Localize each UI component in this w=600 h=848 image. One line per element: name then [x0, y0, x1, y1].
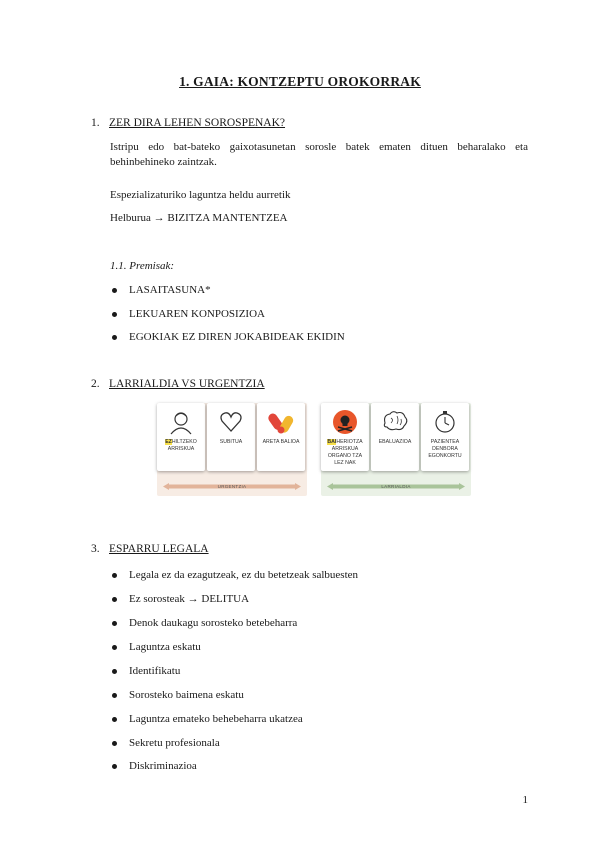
- larrialdia-figure: [321, 403, 471, 498]
- list-item: Ez sorosteak → DELITUA: [129, 593, 250, 605]
- list-item: Sorosteko baimena eskatu: [129, 689, 244, 701]
- section-2-heading: 2. LARRIALDIA VS URGENTZIA: [91, 378, 265, 390]
- card-label: EBALUAZIOA: [378, 439, 412, 445]
- card-label: BAIHERIOTZA ARRISKUA ORGANO TZA LEZ NAK: [327, 439, 363, 466]
- page-title: 1. GAIA: KONTZEPTU OROKORRAK: [179, 74, 421, 89]
- card-hiltzeko-arriskua: [157, 403, 205, 471]
- card-label: PAZIENTEA DENBORA EGONKORTU: [428, 439, 462, 459]
- section-1-heading: 1. ZER DIRA LEHEN SOROSPENAK?: [91, 117, 286, 129]
- card-pazientea-egonkortu: [421, 403, 469, 471]
- card-ebaluazioa: [371, 403, 419, 471]
- section-3-heading: 3. ESPARRU LEGALA: [91, 543, 209, 555]
- list-item: Denok daukagu sorosteko betebeharra: [129, 617, 298, 629]
- person-icon: [157, 409, 205, 435]
- list-item: Identifikatu: [129, 665, 181, 677]
- pills-icon: [257, 409, 305, 435]
- larrialdia-arrow: [327, 483, 465, 490]
- section-1-line-2: Espezializaturiko laguntza heldu aurretik: [110, 189, 291, 201]
- list-item: Diskriminazioa: [129, 760, 197, 772]
- card-heriotza-arriskua: [321, 403, 369, 471]
- heart-icon: [207, 409, 255, 435]
- section-1-line-3: Helburua → BIZITZA MANTENTZEA: [110, 212, 288, 224]
- larrialdia-label: LARRIALDIA: [381, 484, 411, 489]
- list-item: Laguntza emateko behebeharra ukatzea: [129, 713, 303, 725]
- list-item: LASAITASUNA*: [129, 284, 211, 296]
- list-item: LEKUAREN KONPOSIZIOA: [129, 308, 265, 320]
- list-item: EGOKIAK EZ DIREN JOKABIDEAK EKIDIN: [129, 331, 345, 343]
- urgentzia-label: URGENTZIA: [217, 484, 247, 489]
- brain-icon: [371, 409, 419, 435]
- card-label: EZHILTZEKO ARRISKUA: [165, 439, 197, 452]
- urgentzia-figure: [157, 403, 307, 498]
- card-label: SUBITUA: [219, 439, 243, 445]
- urgentzia-arrow: [163, 483, 301, 490]
- urgentzia-cards: [157, 403, 307, 471]
- skull-icon: [321, 409, 369, 435]
- page-number: 1: [522, 794, 528, 806]
- larrialdia-cards: [321, 403, 471, 471]
- card-areta-balioa: [257, 403, 305, 471]
- card-subitua: [207, 403, 255, 471]
- list-item: Laguntza eskatu: [129, 641, 201, 653]
- list-item: Legala ez da ezagutzeak, ez du betetzeak salbuesten: [129, 569, 359, 581]
- subsection-heading: 1.1. Premisak:: [110, 260, 175, 272]
- card-label: ARETA BALIOA: [262, 439, 300, 445]
- list-item: Sekretu profesionala: [129, 737, 220, 749]
- section-1-paragraph: Istripu edo bat-bateko gaixotasunetan sorosle batek ematen dituen beharalako eta behinbehineko zaintzak.: [110, 141, 528, 168]
- stopwatch-icon: [421, 409, 469, 435]
